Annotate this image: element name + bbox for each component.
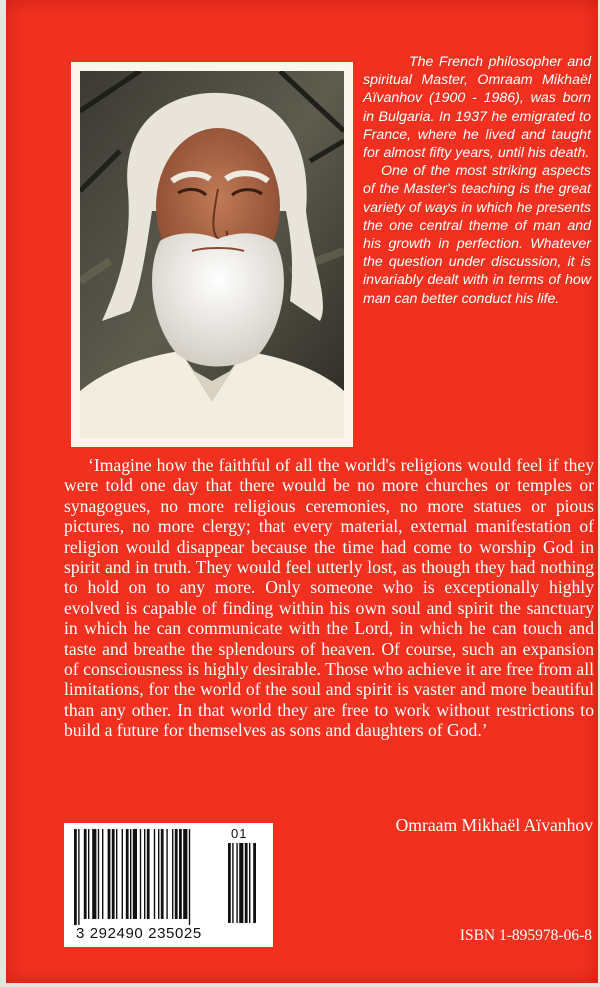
barcode-addon-bar	[228, 843, 231, 923]
barcode-bar	[147, 829, 150, 919]
barcode-bar	[154, 829, 155, 919]
barcode-addon-bar	[253, 843, 256, 923]
barcode-bar	[102, 829, 103, 919]
barcode-bar	[122, 829, 123, 919]
barcode	[64, 823, 273, 947]
barcode-addon-bar	[249, 843, 250, 923]
barcode-bar	[183, 829, 187, 919]
barcode-bar	[144, 829, 145, 919]
barcode-addon-digits: 01	[231, 826, 248, 841]
barcode-bar	[133, 829, 137, 919]
book-back-cover	[6, 0, 598, 983]
barcode-bar	[158, 829, 159, 919]
quote-text: ‘Imagine how the faithful of all the world's religions would feel if they were told one day that there would be no more churches or temples or synagogues, no more religious ceremonies, no more statues or pious pictures, no more clergy; that every material, external manifestation of religion would disappear because the time had come to worship God in spirit and in truth. They would feel utterly lost, as though they had nothing to hold on to any more. Only someone who is exceptionally highly evolved is capable of finding within his own soul and spirit the sanctuary in which he can communicate with the Lord, in which he can touch and taste and breathe the splendours of heaven. Of course, such an expansion of consciousness is highly desirable. Those who achieve it are free from all limitations, for the world of the soul and spirit is vaster and more beautiful than any other. In that world they are free to work without restrictions to build a future for themselves as sons and daughters of God.’	[64, 455, 594, 741]
barcode-bar	[98, 829, 99, 919]
barcode-bar	[189, 829, 190, 925]
bio-paragraph-1: The French philosopher and spiritual Master, Omraam Mikhaël Aïvanhov (1900 - 1986), was born in Bulgaria. In 1937 he emigrated to France, where he lived and taught for almost fifty years, until his death.	[363, 54, 591, 162]
barcode-bar	[161, 829, 164, 919]
barcode-bar	[166, 829, 167, 919]
barcode-bar	[179, 829, 182, 919]
barcode-bar	[130, 829, 131, 919]
barcode-bar	[84, 829, 87, 919]
barcode-bar	[88, 829, 89, 919]
barcode-digits: 3 292490 235025	[76, 925, 202, 942]
barcode-bar	[74, 829, 77, 925]
barcode-bar	[140, 829, 141, 919]
barcode-addon-bar	[232, 843, 233, 923]
barcode-bar	[126, 829, 129, 919]
barcode-addon-bar	[236, 843, 237, 923]
quote-author: Omraam Mikhaël Aïvanhov	[395, 815, 593, 835]
barcode-bar	[112, 829, 115, 919]
barcode-bar	[78, 829, 79, 925]
bio-paragraph-2: One of the most striking aspects of the Master's teaching is the great variety of ways in which he presents the one central theme of man and his growth in perfection. Whatever the question under discussion, it is invariably dealt with in terms of how man can better conduct his life.	[363, 163, 591, 307]
barcode-addon-bar	[239, 843, 243, 923]
isbn-number: ISBN 1-895978-06-8	[459, 927, 592, 944]
barcode-bar	[108, 829, 111, 919]
barcode-bar	[92, 829, 96, 919]
portrait-photo	[80, 71, 344, 438]
barcode-addon-bar	[245, 843, 248, 923]
barcode-bar	[116, 829, 117, 919]
author-biography	[363, 53, 591, 308]
barcode-bar	[175, 829, 178, 919]
barcode-bar	[172, 829, 173, 919]
portrait-photo-frame	[71, 62, 353, 447]
